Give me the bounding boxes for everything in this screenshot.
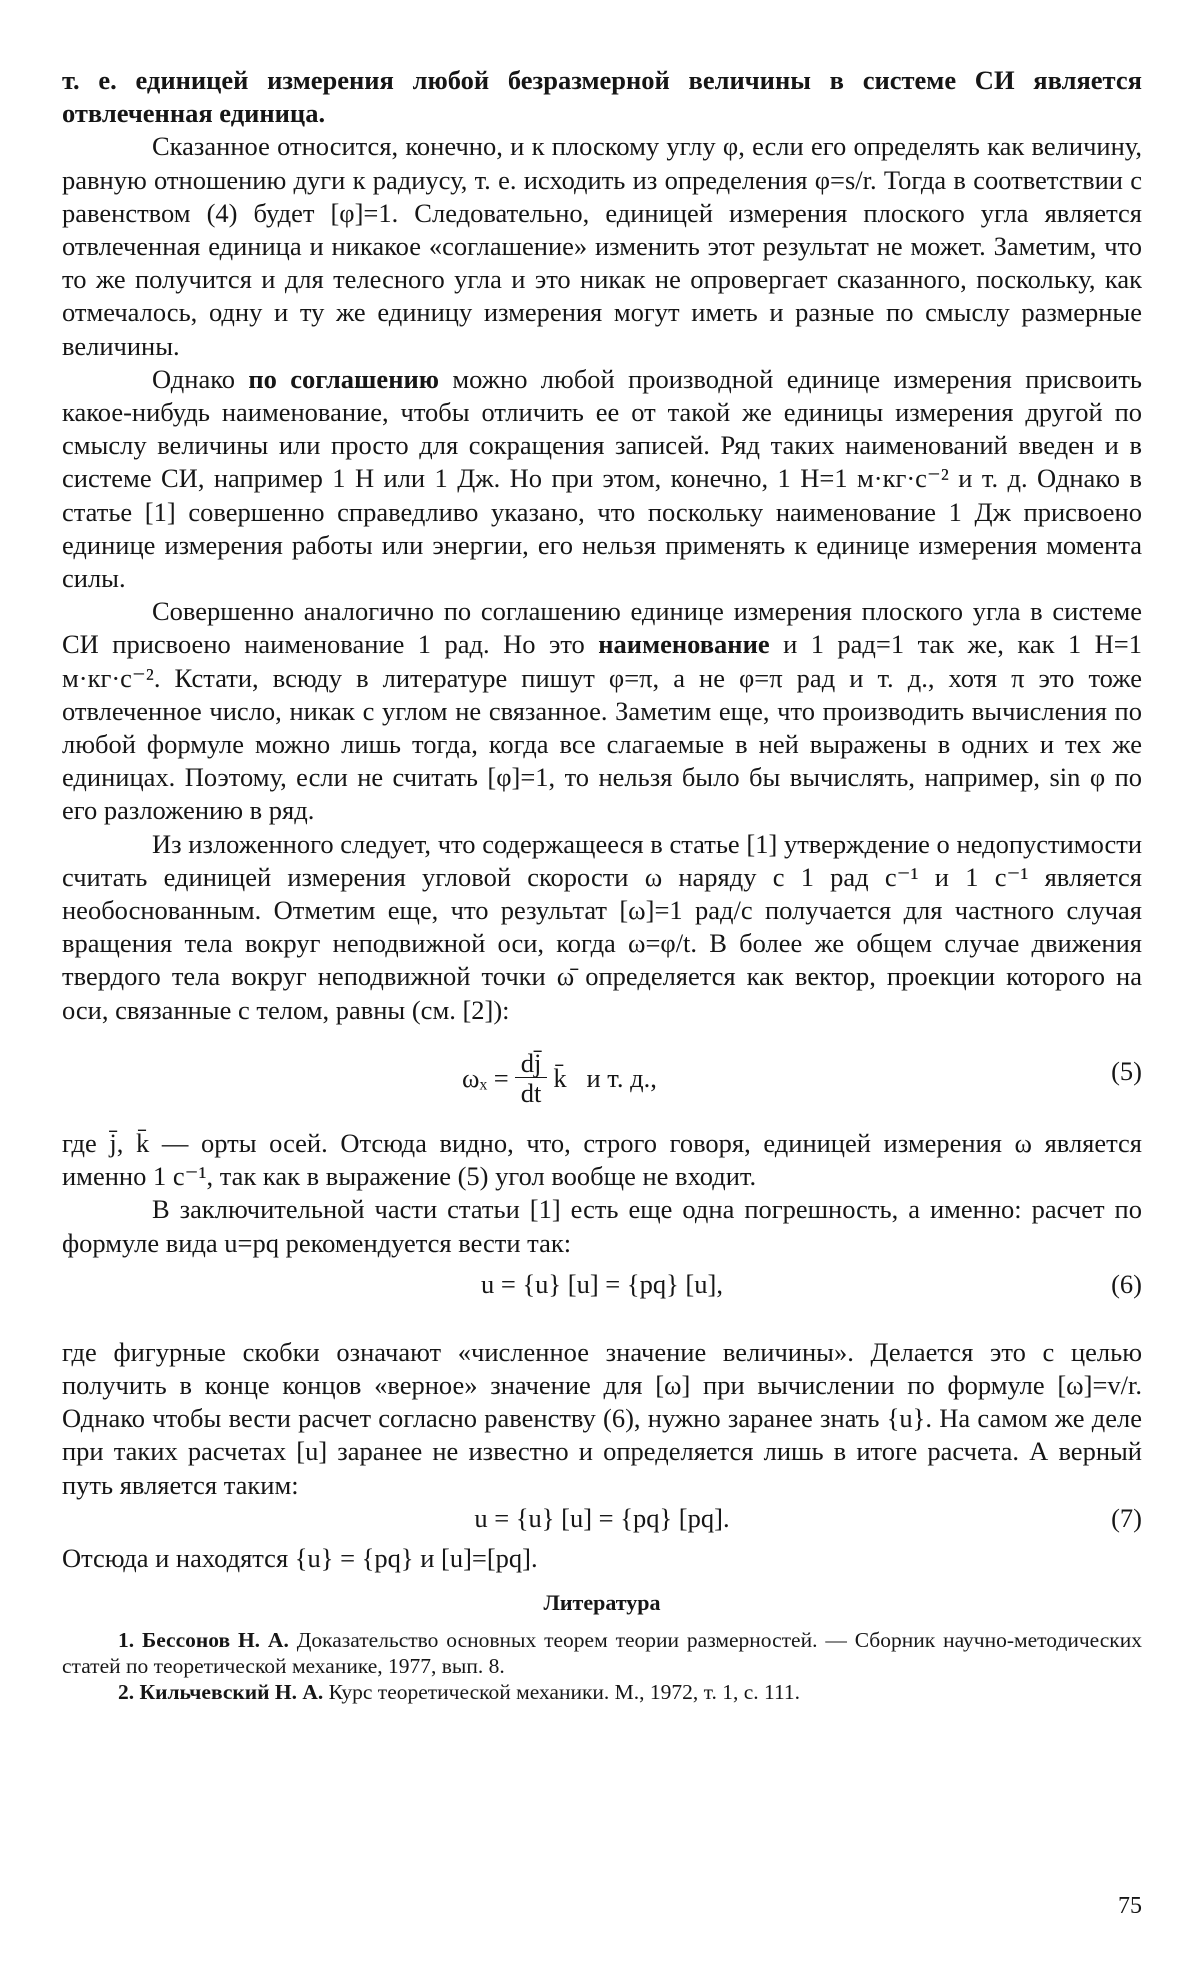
paragraph-angular-velocity: Из изложенного следует, что содержащееся в статье [1] утверждение о недопустимости считать единицей измерения угловой скорости ω наряду с 1 рад с⁻¹ и 1 с⁻¹ является необоснованным. Отметим еще, что результат [ω]=1 рад/с получается для частного случая вращения тела вокруг неподвижной оси, когда ω=φ/t. В более же общем случае движения твердого тела вокруг неподвижной точки ω̄ определяется как вектор, проекции которого на оси, связанные с телом, равны (см. [2]): [62,828,1142,1025]
equation-5-fraction [515,1049,548,1108]
paragraph-conclusion: Отсюда и находятся {u} = {pq} и [u]=[pq]. [62,1542,538,1573]
references-title: Литература [543,1589,661,1615]
reference-text: Курс теоретической механики. М., 1972, т. 1, с. 111. [323,1679,801,1704]
equation-7-number: (7) [1111,1502,1142,1533]
document-page [62,64,1142,1705]
equation-7 [62,1502,1142,1542]
paragraph-unit-vectors: где j̄, k̄ — орты осей. Отсюда видно, что, строго говоря, единицей измерения ω является именно 1 с⁻¹, так как в выражение (5) угол вообще не входит. [62,1127,1142,1192]
reference-author: 2. Кильчевский Н. А. [118,1679,324,1704]
paragraph-error: В заключительной части статьи [1] есть еще одна погрешность, а именно: расчет по формуле вида u=pq рекомендуется вести так: [62,1194,1142,1258]
equation-7-body: u = {u} [u] = {pq} [pq]. [474,1502,730,1533]
reference-item-2 [62,1679,1142,1705]
equation-6 [62,1268,1142,1314]
paragraph-intro: т. е. единицей измерения любой безразмерной величины в системе СИ является отвлеченная единица. [62,65,1142,129]
reference-author: 1. Бессонов Н. А. [118,1627,289,1652]
text-span: можно любой производной единице измерения присвоить какое-нибудь наименование, чтобы отличить ее от такой же единицы измерения другой по смыслу величины или просто для сокращения записей. Ряд таких наименований введен и в системе СИ, например 1 Н или 1 Дж. Но при этом, конечно, 1 Н=1 м·кг·с⁻² и т. д. Однако в статье [1] совершенно справедливо указано, что поскольку наименование 1 Дж присвоено единице измерения работы или энергии, его нельзя применять к единице измерения момента силы. [62,363,1142,594]
equation-5-body [462,1049,657,1108]
paragraph-agreement [62,363,1142,595]
emphasis-agreement: по соглашению [248,363,439,394]
equation-6-body: u = {u} [u] = {pq} [u], [481,1268,723,1299]
text-span: и 1 рад=1 так же, как 1 Н=1 м·кг·с⁻². Кстати, всюду в литературе пишут φ=π, а не φ=π рад и т. д., хотя π это тоже отвлеченное число, никак с углом не связанное. Заметим еще, что производить вычисления по любой формуле можно лишь тогда, когда все слагаемые в ней выражены в одних и тех же единицах. Поэтому, если не считать [φ]=1, то нельзя было бы вычислять, например, sin φ по его разложению в ряд. [62,629,1143,826]
equation-5-lhs: ωₓ = [462,1062,509,1093]
paragraph-braces: где фигурные скобки означают «численное значение величины». Делается это с целью получить в конце концов «верное» значение для [ω] при вычислении по формуле [ω]=v/r. Однако чтобы вести расчет согласно равенству (6), нужно заранее знать {u}. На самом же деле при таких расчетах [u] заранее не известно и определяется лишь в итоге расчета. А верный путь является таким: [62,1336,1142,1500]
reference-text: Доказательство основных теорем теории размерностей. — Сборник научно-методических статей по теоретической механике, 1977, вып. 8. [62,1627,1142,1678]
fraction-denominator: dt [520,1077,542,1108]
text-span: Однако [152,363,249,394]
emphasis-name: наименование [598,629,770,660]
page-number: 75 [1118,1893,1142,1919]
fraction-numerator: dj̄ [515,1049,548,1078]
reference-item-1 [62,1627,1142,1679]
paragraph-radian [62,595,1142,827]
equation-5 [62,1037,1142,1111]
equation-5-rhs: k̄ и т. д., [553,1062,657,1093]
equation-5-number: (5) [1111,1055,1142,1086]
equation-6-number: (6) [1111,1268,1142,1299]
text-span: Совершенно аналогично по соглашению единице измерения плоского угла в системе СИ присвоено наименование 1 рад. Но это [62,596,1142,660]
paragraph-plane-angle: Сказанное относится, конечно, и к плоскому углу φ, если его определять как величину, равную отношению дуги к радиусу, т. е. исходить из определения φ=s/r. Тогда в соответствии с равенством (4) будет [φ]=1. Следовательно, единицей измерения плоского угла является отвлеченная единица и никакое «соглашение» изменить этот результат не может. Заметим, что то же получится и для телесного угла и это никак не опровергает сказанного, поскольку, как отмечалось, одну и ту же единицу измерения могут иметь и разные по смыслу размерные величины. [62,131,1142,361]
